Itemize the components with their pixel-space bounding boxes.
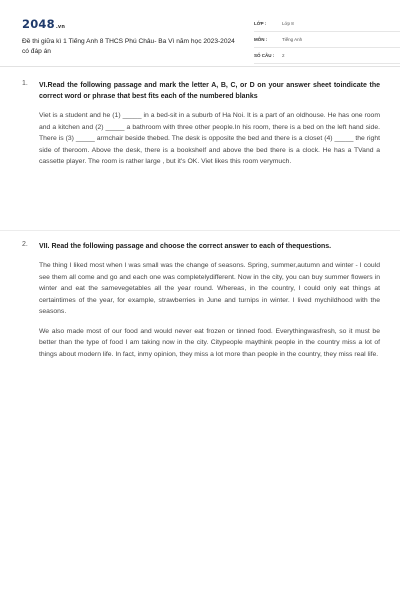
passage-paragraph: We also made most of our food and would never eat frozen or tinned food. Everythingwasfresh, so it must be better than the type of food I am taking now in the city. Citypeople maythink people in the country miss a lot of things about modern life. In fact, inmy opinion, they miss a lot more than people in the country, they miss real life. [39,327,380,358]
question-1 [22,80,380,168]
meta-key: LỚP : [254,21,267,26]
question-heading: VII. Read the following passage and choose the correct answer to each of thequestions. [39,243,332,250]
document-header [22,14,382,66]
meta-row-question-count [254,48,400,64]
meta-row-class [254,16,400,32]
question-number: 1. [22,80,28,87]
logo-text: 2048 [22,17,55,31]
logo-suffix: .vn [55,24,66,30]
question-body [39,241,380,360]
meta-row-subject [254,32,400,48]
meta-key: MÔN : [254,37,268,42]
question-body [39,80,380,168]
meta-value: Lớp 8 [282,21,294,26]
question-heading: VI.Read the following passage and mark the letter A, B, C, or D on your answer sheet toindicate the correct word or phrase that best fits each of the numbered blanks [39,82,380,100]
question-2 [22,241,380,360]
passage-text [39,110,380,168]
meta-info [254,16,400,64]
passage-text [39,260,380,360]
passage-paragraph: Viet is a student and he (1) _____ in a bed-sit in a suburb of Ha Noi. It is a part of an oldhouse. He has one room and a kitchen and (2) _____ a bathroom with three other people.In his room, there is a bed on the left hand side. There is (3) _____ armchair beside thebed. The desk is opposite the bed and there is a closet (4) _____ the right side of theroom. Above the desk, there is a bookshelf and above the bed there is a clock. He has a TVand a cassette player. The room is rather large , but it's OK. Viet likes this room verymuch. [39,112,380,165]
meta-value: Tiếng Anh [282,37,303,42]
question-number: 2. [22,241,28,248]
page-title: Đề thi giữa kì 1 Tiếng Anh 8 THCS Phú Châu- Ba Vì năm học 2023-2024 có đáp án [22,38,235,55]
meta-value: 2 [282,53,285,58]
header-divider [0,66,400,67]
passage-paragraph: The thing I liked most when I was small was the change of seasons. Spring, summer,autumn and winter - I could see them all come and go and each one was completelydifferent. Now in the city, you can buy summer flowers in winter and eat the samevegetables all the year round. Whereas, in the country, I could only eat things at certaintimes of the year, for example, strawberries in June and turnips in winter. I lived mychildhood with the seasons. [39,262,380,315]
question-divider [0,230,400,231]
site-logo[interactable] [22,17,65,31]
meta-key: SỐ CÂU : [254,53,275,58]
